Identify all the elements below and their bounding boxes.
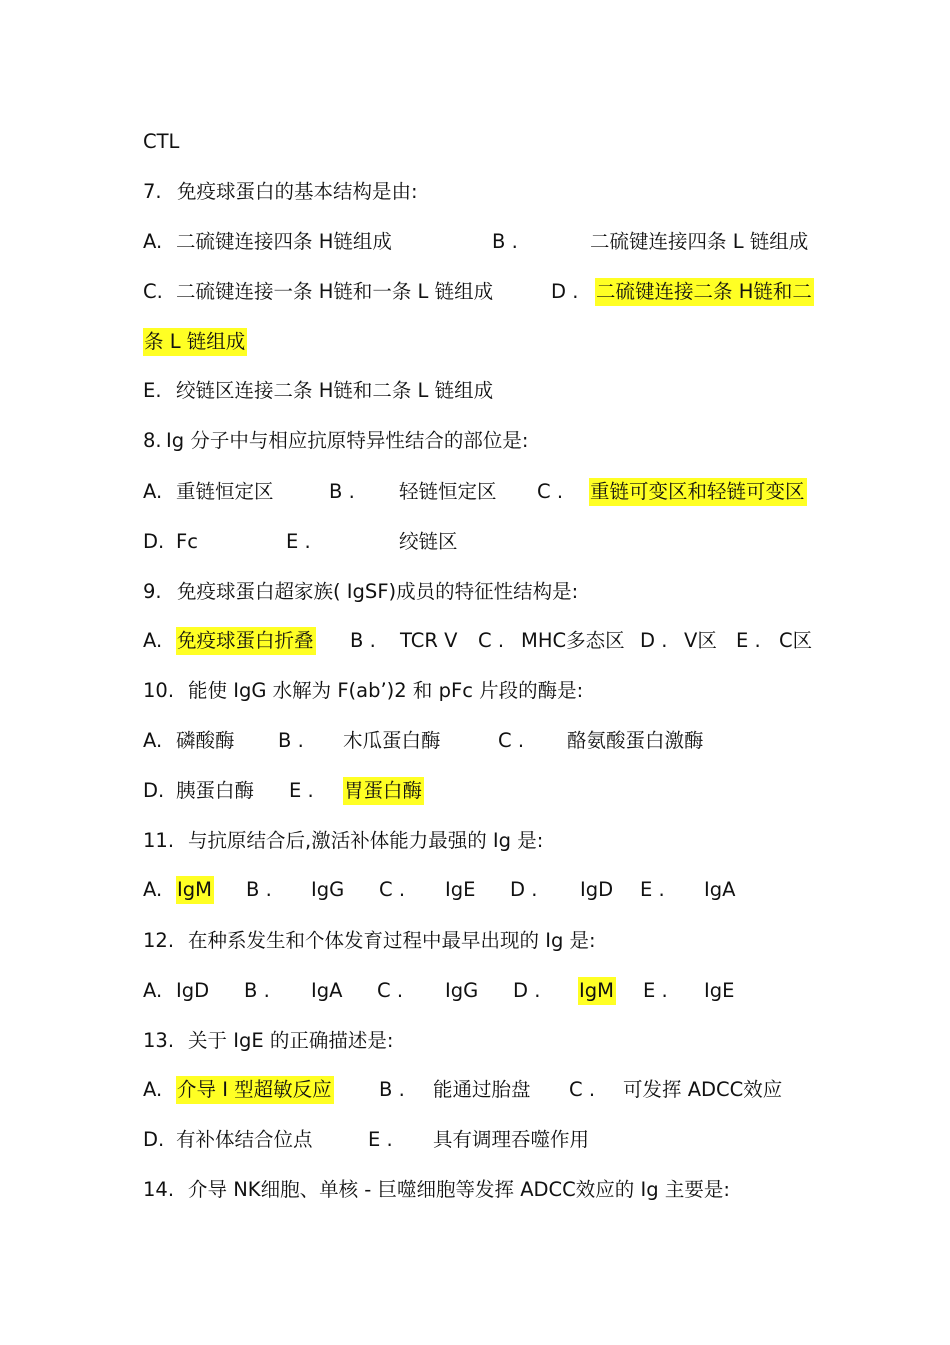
option-8c-highlighted[interactable]: 重链可变区和轻链可变区	[589, 478, 807, 506]
option-13d[interactable]: 有补体结合位点	[176, 1128, 313, 1151]
option-11b[interactable]: IgG	[311, 878, 345, 901]
option-9e[interactable]: C区	[779, 629, 813, 652]
option-7c[interactable]: 二硫键连接一条 H链和一条 L 链组成	[176, 280, 494, 303]
option-10e-highlighted[interactable]: 胃蛋白酶	[343, 777, 424, 805]
option-7e[interactable]: 绞链区连接二条 H链和二条 L 链组成	[176, 379, 494, 402]
option-7d-highlighted[interactable]: 二硫键连接二条 H链和二	[595, 278, 814, 306]
option-12b[interactable]: IgA	[311, 979, 343, 1002]
option-11c[interactable]: IgE	[445, 878, 476, 901]
option-13e[interactable]: 具有调理吞噬作用	[433, 1128, 590, 1151]
option-11e[interactable]: IgA	[704, 878, 736, 901]
option-8b[interactable]: 轻链恒定区	[399, 480, 497, 503]
option-7d-highlighted-cont[interactable]: 条 L 链组成	[143, 328, 247, 356]
option-11d[interactable]: IgD	[580, 878, 614, 901]
option-12a[interactable]: IgD	[176, 979, 210, 1002]
option-12c[interactable]: IgG	[445, 979, 479, 1002]
option-10d[interactable]: 胰蛋白酶	[176, 779, 255, 802]
option-13a-highlighted[interactable]: 介导 I 型超敏反应	[176, 1076, 334, 1104]
option-10c[interactable]: 酪氨酸蛋白激酶	[567, 729, 704, 752]
option-12d-highlighted[interactable]: IgM	[578, 977, 616, 1005]
option-11a-highlighted[interactable]: IgM	[176, 876, 214, 904]
option-9d[interactable]: V区	[684, 629, 717, 652]
option-9b[interactable]: TCR V	[400, 629, 458, 652]
option-13b[interactable]: 能通过胎盘	[433, 1078, 531, 1101]
option-10b[interactable]: 木瓜蛋白酶	[343, 729, 441, 752]
option-9c[interactable]: MHC多态区	[521, 629, 625, 652]
option-7b[interactable]: 二硫键连接四条 L 链组成	[590, 230, 809, 253]
option-8a[interactable]: 重链恒定区	[176, 480, 274, 503]
option-13c[interactable]: 可发挥 ADCC效应	[623, 1078, 783, 1101]
option-10a[interactable]: 磷酸酶	[176, 729, 235, 752]
option-8e[interactable]: 绞链区	[399, 530, 458, 553]
option-9a-highlighted[interactable]: 免疫球蛋白折叠	[176, 627, 316, 655]
option-12e[interactable]: IgE	[704, 979, 735, 1002]
option-7a[interactable]: 二硫键连接四条 H链组成	[176, 230, 392, 253]
document-page: CTL 7. 免疫球蛋白的基本结构是由: A. 二硫键连接四条 H链组成 B . 二硫键连接四条 L 链组成 C. 二硫键连接一条 H链和一条 L 链组成 D . 二硫键连接二条 H链和二 条 L 链组成 E. 绞链区连接二条 H链和二条 L 链组成 8. Ig 分子中与相应抗原特异性结合的部位是: A. 重链恒定区 B . 轻链恒定区 C . 重链可变区和轻链可变区 D. Fc E . 绞链区 9. 免疫球蛋白超家族( IgSF)成员的特征性结构是: A. 免疫球蛋白折叠 B . TCR V C . MHC多态区 D . V区 E . C区 10. 能使 IgG 水解为 F(ab’)2 和 pFc 片段的酶是: A. 磷酸酶 B . 木瓜蛋白酶 C . 酪氨酸蛋白激酶 D. 胰蛋白酶 E . 胃蛋白酶 11. 与抗原结合后,激活补体能力最强的 Ig 是: A. IgM B . IgG C . IgE D . IgD E . IgA 12. 在种系发生和个体发育过程中最早出现的 Ig 是: A. IgD B . IgA C . IgG D . IgM E . IgE 13. 关于 IgE 的正确描述是: A. 介导 I 型超敏反应 B . 能通过胎盘 C . 可发挥 ADCC效应 D. 有补体结合位点 E . 具有调理吞噬作用 14. 介导 NK细胞、单核 - 巨噬细胞等发挥 ADCC效应的 Ig 主要是:	[143, 130, 813, 1201]
option-8d[interactable]: Fc	[176, 530, 198, 553]
